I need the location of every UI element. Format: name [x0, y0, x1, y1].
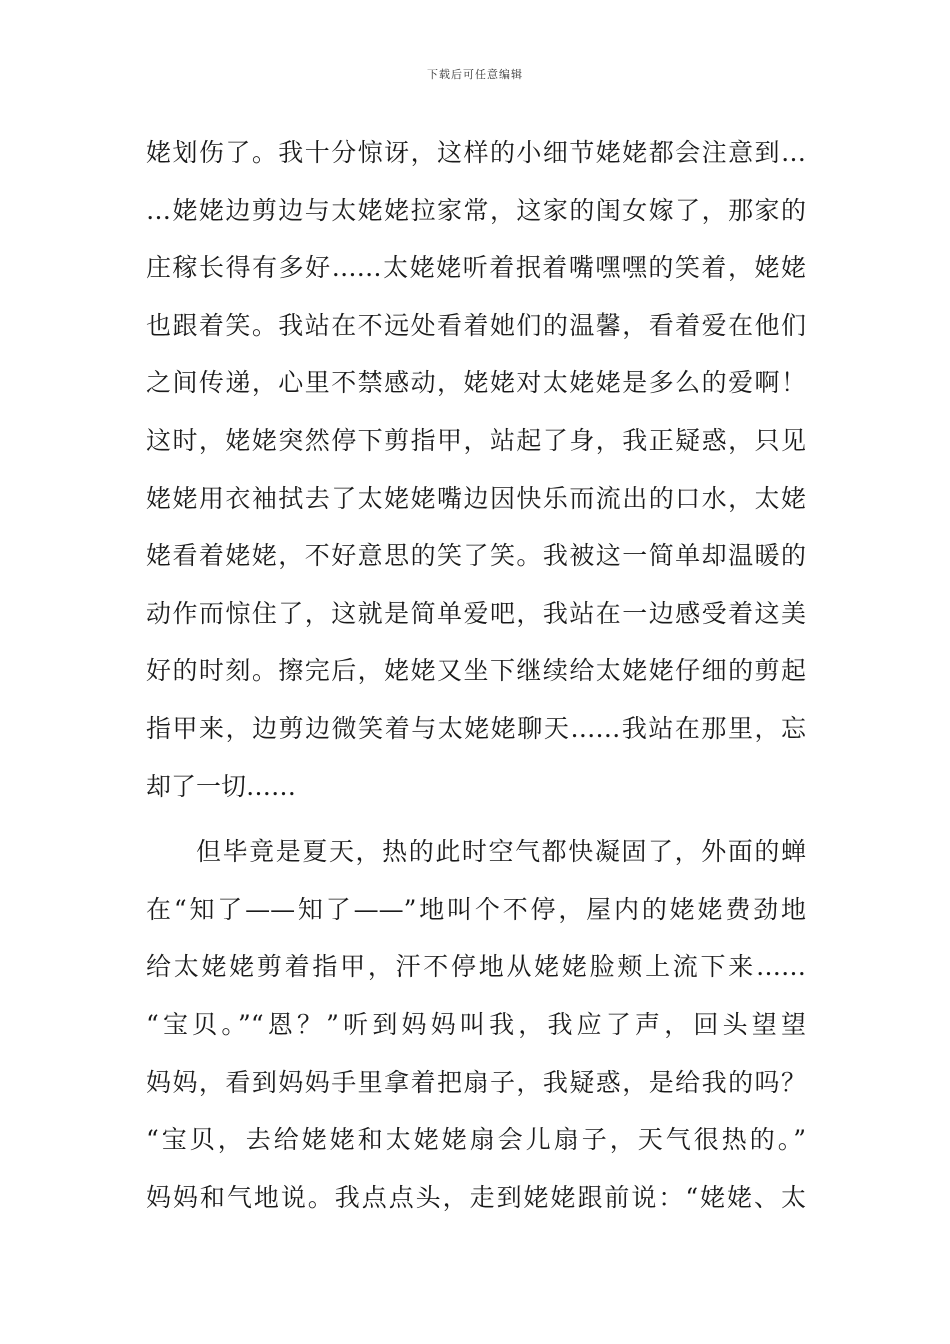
- text-line: 在“知了——知了——”地叫个不停，屋内的姥姥费劲地: [146, 894, 806, 924]
- text-line: 这时，姥姥突然停下剪指甲，站起了身，我正疑惑，只见: [146, 425, 806, 455]
- text-line: 但毕竟是夏天，热的此时空气都快凝固了，外面的蝉: [196, 837, 806, 867]
- text-line: 之间传递，心里不禁感动，姥姥对太姥姥是多么的爱啊！: [146, 368, 806, 398]
- text-line: 给太姥姥剪着指甲，汗不停地从姥姥脸颊上流下来……: [146, 952, 806, 982]
- paragraph: [146, 124, 806, 815]
- text-line: 姥划伤了。我十分惊讶，这样的小细节姥姥都会注意到…: [146, 138, 806, 167]
- text-line: 好的时刻。擦完后，姥姥又坐下继续给太姥姥仔细的剪起: [146, 656, 806, 686]
- text-line: 也跟着笑。我站在不远处看着她们的温馨，看着爱在他们: [146, 310, 806, 340]
- paragraph: [146, 823, 806, 1226]
- text-line: 指甲来，边剪边微笑着与太姥姥聊天……我站在那里，忘: [146, 713, 806, 743]
- paragraph-gap: [146, 815, 806, 823]
- text-line: …姥姥边剪边与太姥姥拉家常，这家的闺女嫁了，那家的: [146, 195, 806, 225]
- text-line: 妈妈和气地说。我点点头，走到姥姥跟前说：“姥姥、太: [146, 1182, 806, 1212]
- text-line: 庄稼长得有多好……太姥姥听着抿着嘴嘿嘿的笑着，姥姥: [146, 253, 806, 283]
- document-body: [146, 124, 806, 1226]
- text-line: 却了一切……: [146, 771, 297, 801]
- page-header-note: 下载后可任意编辑: [427, 68, 523, 81]
- text-line: “宝贝，去给姥姥和太姥姥扇会儿扇子，天气很热的。”: [146, 1125, 806, 1155]
- text-line: 姥姥用衣袖拭去了太姥姥嘴边因快乐而流出的口水，太姥: [146, 483, 806, 513]
- text-line: 妈妈，看到妈妈手里拿着把扇子，我疑惑，是给我的吗？: [146, 1067, 806, 1097]
- text-line: 动作而惊住了，这就是简单爱吧，我站在一边感受着这美: [146, 598, 806, 628]
- text-line: “宝贝。”“恩？”听到妈妈叫我，我应了声，回头望望: [146, 1009, 806, 1039]
- text-line: 姥看着姥姥，不好意思的笑了笑。我被这一简单却温暖的: [146, 541, 806, 571]
